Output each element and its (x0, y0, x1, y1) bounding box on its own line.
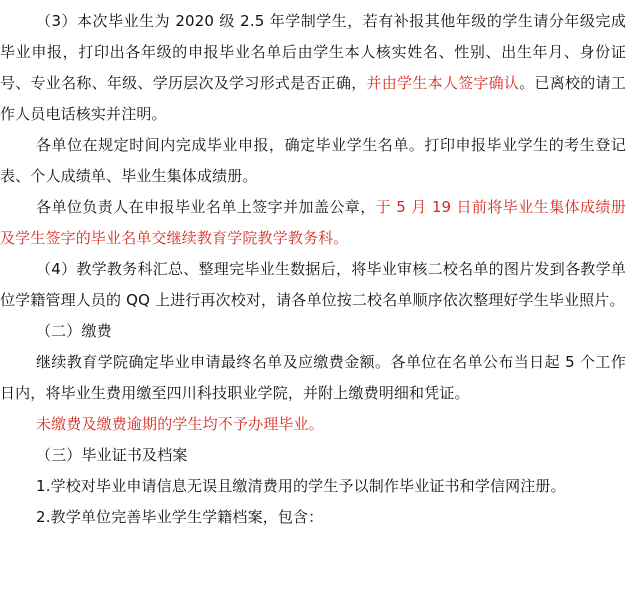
paragraph-certificate-1 (0, 471, 626, 502)
paragraph-payment (0, 347, 626, 409)
paragraph-declaration (0, 130, 626, 192)
text-segment: （三）毕业证书及档案 (36, 446, 188, 464)
highlight-text: 并由学生本人签字确认 (366, 74, 520, 92)
section-heading-certificate (0, 440, 626, 471)
highlight-text: 未缴费及缴费逾期的学生均不予办理毕业。 (36, 415, 324, 433)
text-segment: 各单位负责人在申报毕业名单上签字并加盖公章， (36, 198, 376, 216)
text-segment: 继续教育学院确定毕业申请最终名单及应缴费金额。各单位在名单公布当日起 5 个工作日内，将毕业生费用缴至四川科技职业学院，并附上缴费明细和凭证。 (0, 353, 626, 402)
text-segment: （二）缴费 (36, 322, 112, 340)
text-segment: 。已离校的请工作人员电话核实并注明。 (0, 74, 626, 123)
paragraph-certificate-2 (0, 502, 626, 533)
paragraph-3-student-verification (0, 6, 626, 130)
section-heading-payment (0, 316, 626, 347)
paragraph-payment-warning (0, 409, 626, 440)
text-segment: 2.教学单位完善毕业学生学籍档案，包含： (36, 508, 324, 526)
paragraph-deadline (0, 192, 626, 254)
highlight-text: 于 5 月 19 日前将毕业生集体成绩册及学生签字的毕业名单交继续教育学院教学教务科。 (0, 198, 626, 247)
text-segment: 各单位在规定时间内完成毕业申报，确定毕业学生名单。打印申报毕业学生的考生登记表、个人成绩单、毕业生集体成绩册。 (0, 136, 626, 185)
text-segment: 1.学校对毕业申请信息无误且缴清费用的学生予以制作毕业证书和学信网注册。 (36, 477, 566, 495)
text-segment: （4）教学教务科汇总、整理完毕业生数据后，将毕业审核二校名单的图片发到各教学单位学籍管理人员的 QQ 上进行再次校对，请各单位按二校名单顺序依次整理好学生毕业照片。 (0, 260, 626, 309)
text-segment: （3）本次毕业生为 2020 级 2.5 年学制学生，若有补报其他年级的学生请分年级完成毕业申报，打印出各年级的申报毕业名单后由学生本人核实姓名、性别、出生年月、身份证号、专业名称、年级、学历层次及学习形式是否正确， (0, 12, 626, 92)
paragraph-4-verification (0, 254, 626, 316)
